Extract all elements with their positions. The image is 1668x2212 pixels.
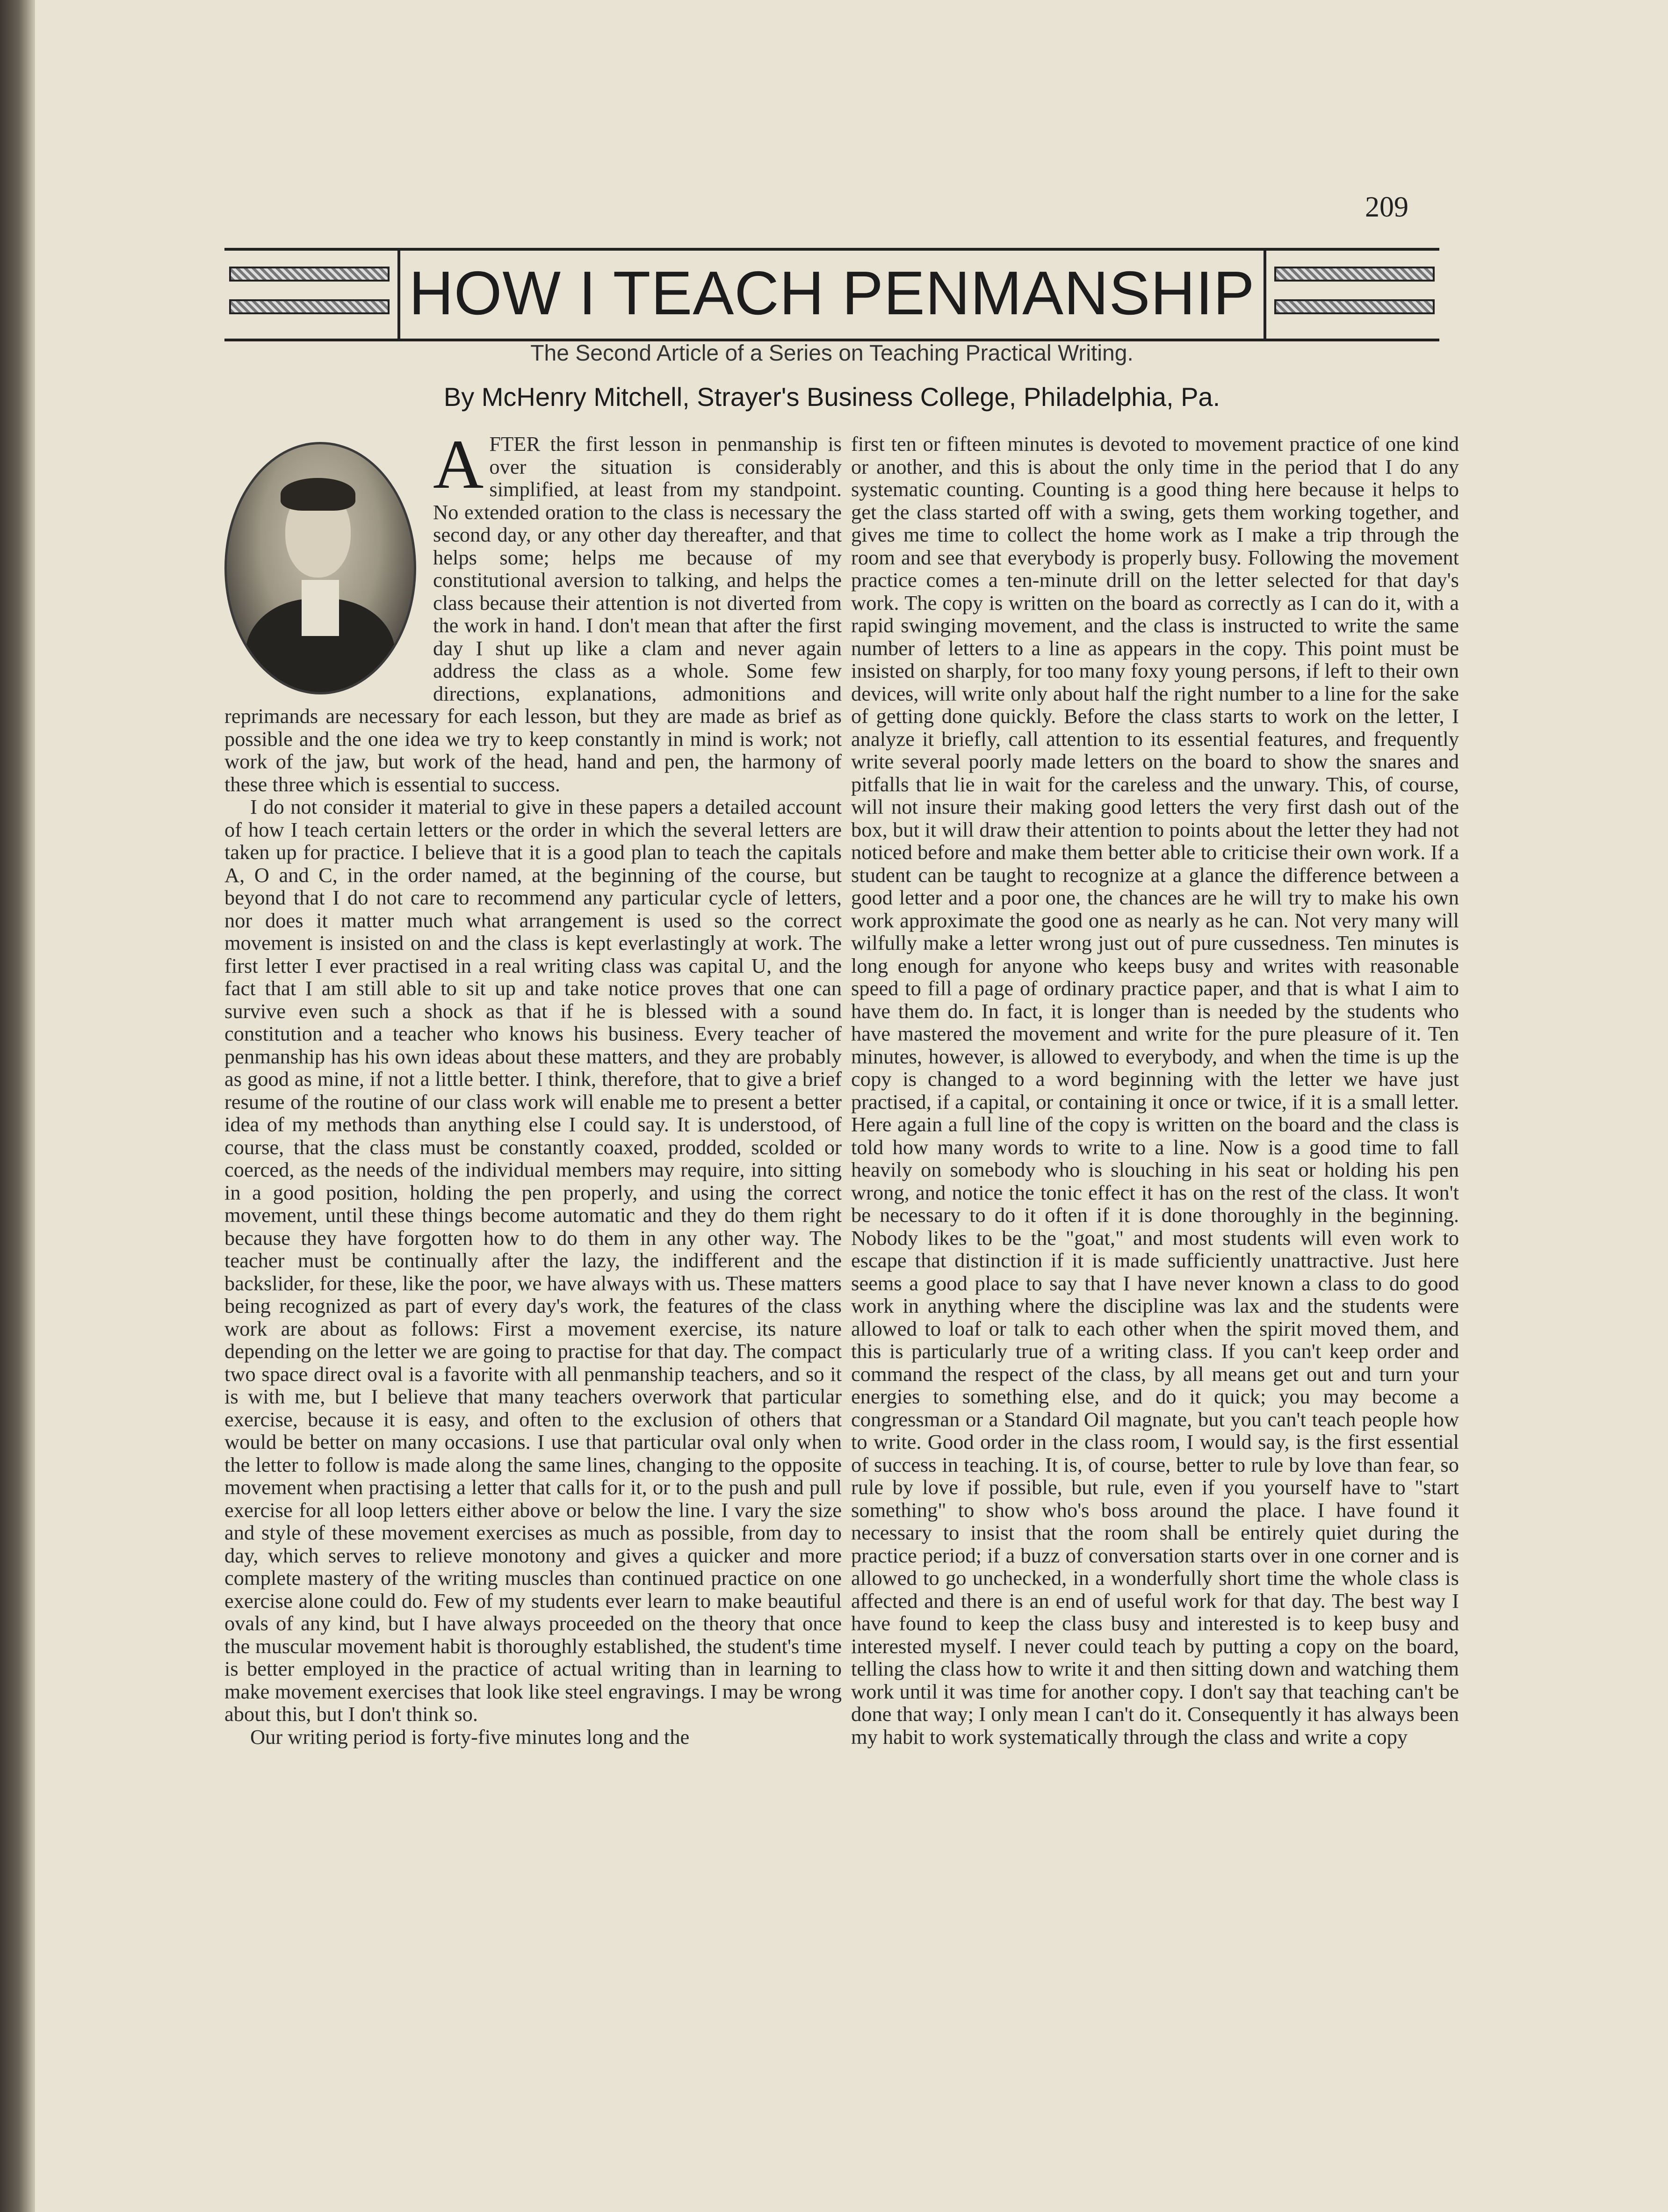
title-divider-right [1264, 248, 1266, 341]
article-column-right [851, 433, 1459, 2037]
article-title: HOW I TEACH PENMANSHIP [409, 259, 1255, 327]
drop-cap: A [433, 433, 484, 503]
article-byline: By McHenry Mitchell, Strayer's Business College, Philadelphia, Pa. [443, 382, 1220, 412]
paragraph: Our writing period is forty-five minutes long and the [250, 1725, 690, 1749]
paragraph: I do not consider it material to give in these papers a detailed account of how I teach certain letters or the order in which the several letters are taken up for practice. I believe that it is a good plan to teach the capitals A, O and C, in the order named, at the beginning of the course, but beyond that I do not care to recommend any particular cycle of letters, nor does it matter much what arrangement is used so the correct movement is insisted on and the class is kept everlastingly at work. The first letter I ever practised in a real writing class was capital U, and the fact that I am still able to sit up and take notice proves that one can survive even such a shock as that if he is blessed with a sound constitution and a teacher who knows his business. Every teacher of penmanship has his own ideas about these matters, and they are probably as good as mine, if not a little better. I think, therefore, that to give a brief resume of the routine of our class work will enable me to present a better idea of my methods than anything else I could say. It is understood, of course, that the class must be constantly coaxed, prodded, scolded or coerced, as the needs of the individual members may require, into sitting in a good position, holding the pen properly, and using the correct movement, until these things become automatic and they do them right because they have forgotten how to do them in any other way. The teacher must be continually after the lazy, the indifferent and the backslider, for these, like the poor, we have always with us. These matters being recognized as part of every day's work, the features of the class work are about as follows: First a movement exercise, its nature depending on the letter we are going to practise for that day. The compact two space direct oval is a favorite with all penmanship teachers, and so it is with me, but I believe that many teachers overwork that particular exercise, because it is easy, and often to the exclusion of others that would be better on many occasions. I use that particular oval only when the letter to follow is made along the same lines, changing to the opposite movement when practising a letter that calls for it, or to the push and pull exercise for all loop letters either above or below the line. I vary the size and style of these movement exercises as much as possible, from day to day, which serves to relieve monotony and gives a quicker and more complete mastery of the writing muscles than continued practice on one exercise alone could do. Few of my students ever learn to make beautiful ovals of any kind, but I have always proceeded on the theory that once the muscular movement habit is thoroughly established, the student's time is better employed in the practice of actual writing than in learning to make movement exercises that look like steel engravings. I may be wrong about this, but I don't think so. [224, 795, 842, 1726]
article-subtitle: The Second Article of a Series on Teaching Practical Writing. [530, 341, 1134, 366]
title-divider-left [397, 248, 400, 341]
page-number: 209 [1365, 191, 1408, 223]
ornament-right-bottom-icon [1274, 299, 1435, 314]
binding-edge [0, 0, 35, 2212]
author-portrait-icon [224, 442, 416, 694]
article-column-left [224, 433, 842, 2037]
paragraph: first ten or fifteen minutes is devoted to movement practice of one kind or another, and this is about the only time in the period that I do any systematic counting. Counting is a good thing here because it helps to get the class started off with a swing, gets them working together, and gives me time to collect the home work as I make a trip through the room and see that everybody is properly busy. Following the movement practice comes a ten-minute drill on the letter selected for that day's work. The copy is written on the board as correctly as I can do it, with a rapid swinging movement, and the class is instructed to write the same number of letters to a line as appears in the copy. This point must be insisted on sharply, for too many foxy young persons, if left to their own devices, will write only about half the right number to a line for the sake of getting done quickly. Before the class starts to work on the letter, I analyze it briefly, call attention to its essential features, and frequently write several poorly made letters on the board to show the snares and pitfalls that lie in wait for the careless and the unwary. This, of course, will not insure their making good letters the very first dash out of the box, but it will draw their attention to points about the letter they had not noticed before and make them better able to criticise their own work. If a student can be taught to recognize at a glance the difference between a good letter and a poor one, the chances are he will try to make his own work approximate the good one as nearly as he can. Not very many will wilfully make a letter wrong just out of pure cussedness. Ten minutes is long enough for anyone who keeps busy and writes with reasonable speed to fill a page of ordinary practice paper, and that is what I aim to have them do. In fact, it is longer than is needed by the students who have mastered the movement and write for the pure pleasure of it. Ten minutes, however, is allowed to everybody, and when the time is up the copy is changed to a word beginning with the letter we have just practised, if a capital, or containing it once or twice, if it is a small letter. Here again a full line of the copy is written on the board and the class is told how many words to write to a line. Now is a good time to fall heavily on somebody who is slouching in his seat or holding his pen wrong, and notice the tonic effect it has on the rest of the class. It won't be necessary to do it often if it is done thoroughly in the beginning. Nobody likes to be the "goat," and most students will even work to escape that distinction if it is made sufficiently unattractive. Just here seems a good place to say that I have never known a class to do good work in anything where the discipline was lax and the students were allowed to loaf or talk to each other when the spirit moved them, and this is particularly true of a writing class. If you can't keep order and command the respect of the class, by all means get out and turn your energies to something else, and do it quick; you may become a congressman or a Standard Oil magnate, but you can't teach people how to write. Good order in the class room, I would say, is the first essential of success in teaching. It is, of course, better to rule by love than fear, so rule by love if possible, but rule, even if you yourself have to "start something" to show who's boss around the place. I have found it necessary to insist that the room shall be entirely quiet during the practice period; if a buzz of conversation starts over in one corner and is allowed to go unchecked, in a wonderfully short time the whole class is affected and there is an end of useful work for that day. The best way I have found to keep the class busy and interested is to keep busy and interested myself. I never could teach by putting a copy on the board, telling the class how to write it and then sitting down and watching them work until it was time for another copy. I don't say that teaching can't be done that way; I only mean I can't do it. Consequently it has always been my habit to work systematically through the class and write a copy [851, 433, 1459, 1749]
ornament-left-top-icon [229, 267, 390, 282]
ornament-right-top-icon [1274, 267, 1435, 282]
ornament-left-bottom-icon [229, 299, 390, 314]
magazine-page [35, 0, 1668, 2212]
title-band [224, 248, 1439, 341]
paragraph: AFTER the first lesson in penmanship is over the situation is considerably simplified, at least from my standpoint. No extended oration to the class is necessary the second day, or any other day thereafter, and that helps some; helps me because of my constitutional aversion to talking, and helps the class because their attention is not diverted from the work in hand. I don't mean that after the first day I shut up like a clam and never again address the class as a whole. Some few directions, explanations, admonitions and reprimands are necessary for each lesson, but they are made as brief as possible and the one idea we try to keep constantly in mind is work; not work of the jaw, but work of the head, hand and pen, the harmony of these three which is essential to success. [224, 433, 842, 796]
